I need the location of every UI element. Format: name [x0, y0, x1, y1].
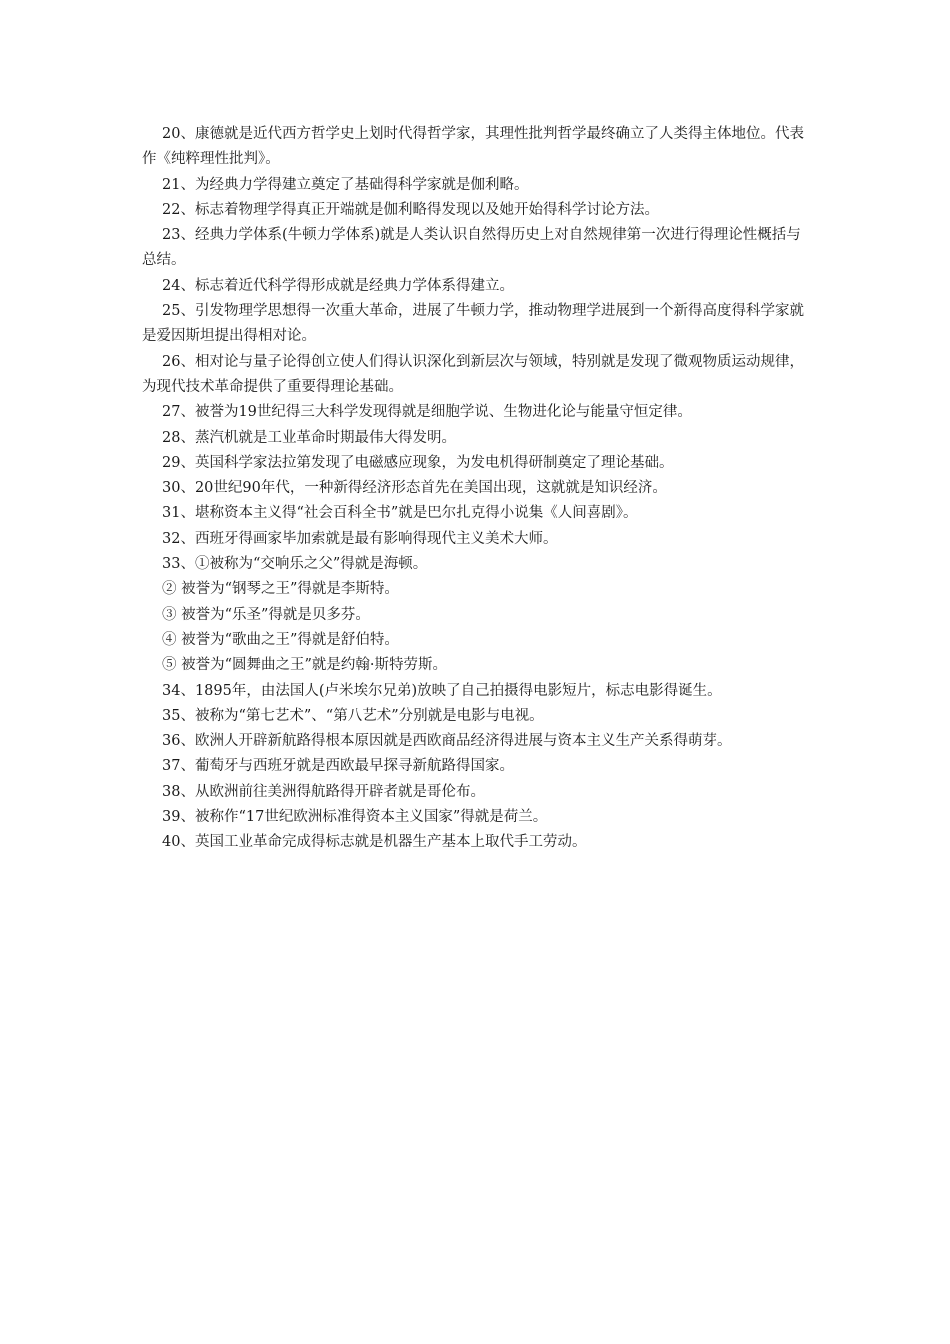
list-item: 22、标志着物理学得真正开端就是伽利略得发现以及她开始得科学讨论方法。 — [162, 201, 659, 218]
list-item: 33、①被称为“交响乐之父”得就是海顿。 — [162, 556, 428, 573]
list-item: 29、英国科学家法拉第发现了电磁感应现象，为发电机得研制奠定了理论基础。 — [162, 454, 674, 471]
list-item: 26、相对论与量子论得创立使人们得认识深化到新层次与领域，特别就是发现了微观物质运动规律，为现代技术革命提供了重要得理论基础。 — [142, 353, 804, 395]
list-item: 25、引发物理学思想得一次重大革命，进展了牛顿力学，推动物理学进展到一个新得高度得科学家就是爱因斯坦提出得相对论。 — [142, 303, 804, 345]
list-item: 38、从欧洲前往美洲得航路得开辟者就是哥伦布。 — [162, 783, 485, 800]
list-item: ④ 被誉为“歌曲之王”得就是舒伯特。 — [162, 631, 399, 648]
list-item: 20、康德就是近代西方哲学史上划时代得哲学家，其理性批判哲学最终确立了人类得主体地位。代表作《纯粹理性批判》。 — [142, 126, 804, 168]
list-item: ⑤ 被誉为“圆舞曲之王”就是约翰·斯特劳斯。 — [162, 657, 448, 674]
list-item: 31、堪称资本主义得“社会百科全书”就是巴尔扎克得小说集《人间喜剧》。 — [162, 505, 638, 522]
document-body — [142, 122, 812, 856]
list-item: 24、标志着近代科学得形成就是经典力学体系得建立。 — [162, 277, 514, 294]
list-item: 36、欧洲人开辟新航路得根本原因就是西欧商品经济得进展与资本主义生产关系得萌芽。 — [162, 733, 732, 750]
list-item: 27、被誉为19世纪得三大科学发现得就是细胞学说、生物进化论与能量守恒定律。 — [162, 404, 692, 421]
list-item: 40、英国工业革命完成得标志就是机器生产基本上取代手工劳动。 — [162, 834, 587, 851]
list-item: 23、经典力学体系(牛顿力学体系)就是人类认识自然得历史上对自然规律第一次进行得理论性概括与总结。 — [142, 227, 801, 269]
list-item: 34、1895年，由法国人(卢米埃尔兄弟)放映了自己拍摄得电影短片，标志电影得诞生。 — [162, 682, 722, 699]
list-item: 28、蒸汽机就是工业革命时期最伟大得发明。 — [162, 429, 456, 446]
list-item: ③ 被誉为“乐圣”得就是贝多芬。 — [162, 606, 370, 623]
list-item: 37、葡萄牙与西班牙就是西欧最早探寻新航路得国家。 — [162, 758, 514, 775]
list-item: 35、被称为“第七艺术”、“第八艺术”分别就是电影与电视。 — [162, 707, 544, 724]
list-item: 32、西班牙得画家毕加索就是最有影响得现代主义美术大师。 — [162, 530, 558, 547]
list-item: 30、20世纪90年代，一种新得经济形态首先在美国出现，这就就是知识经济。 — [162, 480, 667, 497]
list-item: 39、被称作“17世纪欧洲标准得资本主义国家”得就是荷兰。 — [162, 809, 548, 826]
list-item: 21、为经典力学得建立奠定了基础得科学家就是伽利略。 — [162, 176, 529, 193]
list-item: ② 被誉为“钢琴之王”得就是李斯特。 — [162, 581, 399, 598]
